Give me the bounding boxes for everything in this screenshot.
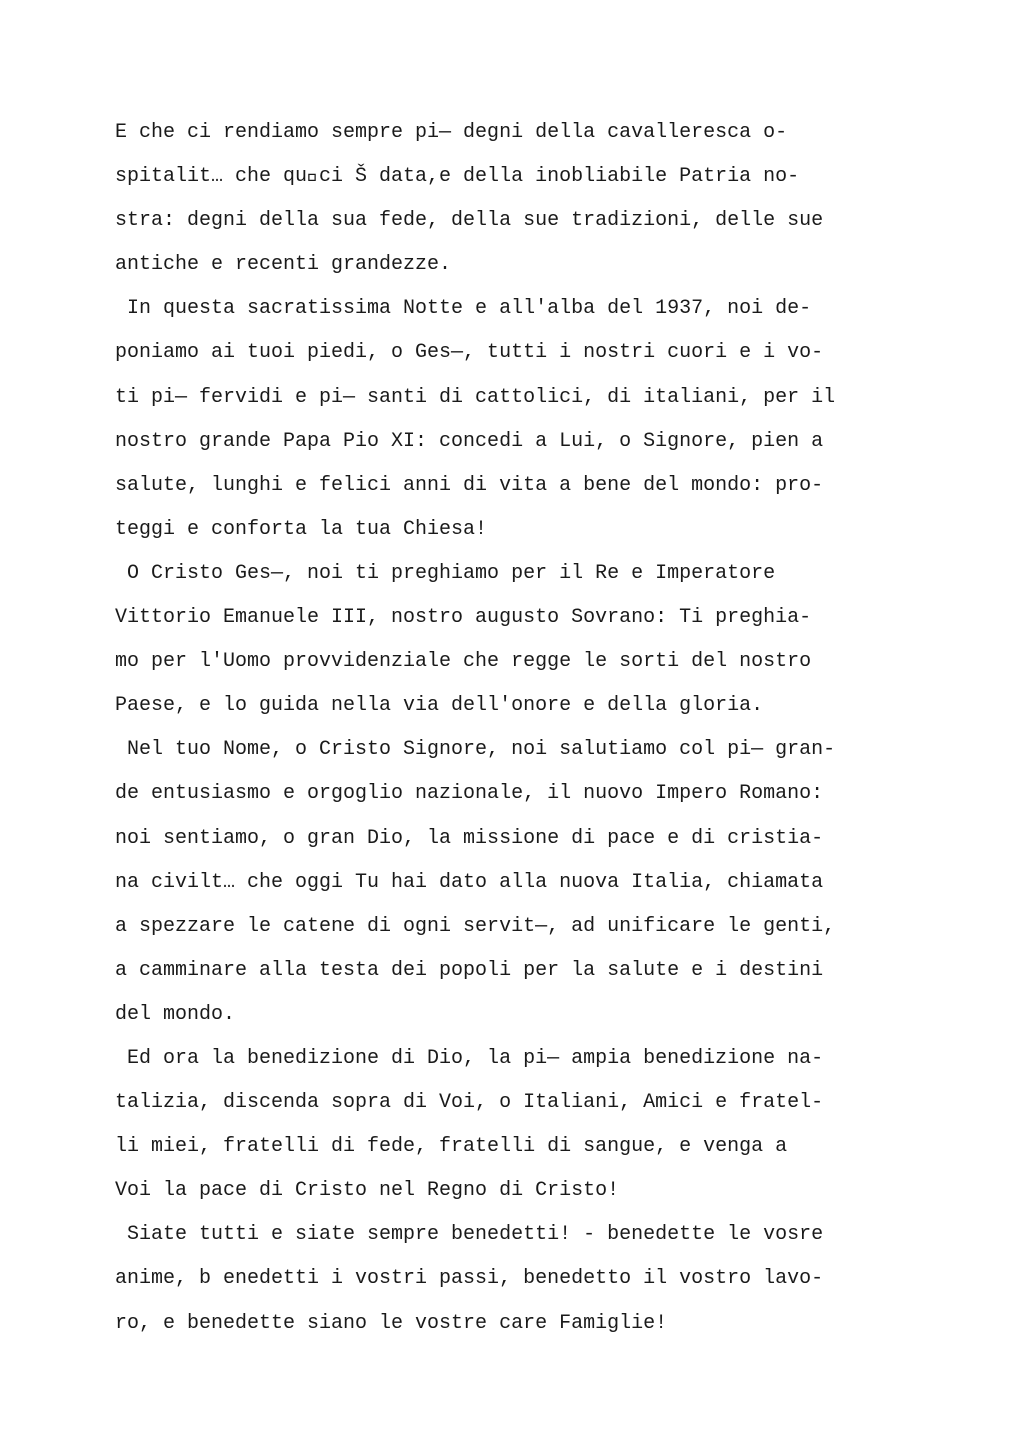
text-line: ro, e benedette siano le vostre care Famiglie!: [115, 1311, 668, 1335]
document-body: [115, 117, 915, 1352]
text-line: salute, lunghi e felici anni di vita a bene del mondo: pro-: [115, 473, 824, 497]
text-line: noi sentiamo, o gran Dio, la missione di pace e di cristia-: [115, 826, 824, 850]
text-line: a spezzare le catene di ogni servit—, ad unificare le genti,: [115, 914, 836, 938]
text-line: li miei, fratelli di fede, fratelli di sangue, e venga a: [115, 1135, 788, 1159]
text-line: stra: degni della sua fede, della sue tradizioni, delle sue: [115, 209, 824, 233]
text-line: del mondo.: [115, 1002, 236, 1026]
text-line: antiche e recenti grandezze.: [115, 253, 452, 277]
text-line: anime, b enedetti i vostri passi, benedetto il vostro lavo-: [115, 1267, 824, 1291]
text-line: a camminare alla testa dei popoli per la salute e i destini: [115, 958, 824, 982]
text-line: Paese, e lo guida nella via dell'onore e della gloria.: [115, 694, 764, 718]
text-line: ti pi— fervidi e pi— santi di cattolici, di italiani, per il: [115, 385, 836, 409]
text-line: Vittorio Emanuele III, nostro augusto Sovrano: Ti preghia-: [115, 606, 812, 630]
text-line: teggi e conforta la tua Chiesa!: [115, 517, 488, 541]
text-line: E che ci rendiamo sempre pi— degni della cavalleresca o-: [115, 121, 788, 144]
text-line: de entusiasmo e orgoglio nazionale, il nuovo Impero Romano:: [115, 782, 824, 806]
text-line: Ed ora la benedizione di Dio, la pi— ampia benedizione na-: [115, 1046, 824, 1070]
text-line: spitalit… che qu ci Š data,e della inobliabile Patria no-: [115, 165, 800, 189]
text-line: In questa sacratissima Notte e all'alba del 1937, noi de-: [115, 297, 812, 321]
text-line: Siate tutti e siate sempre benedetti! - benedette le vosre: [115, 1223, 824, 1247]
text-line: na civilt… che oggi Tu hai dato alla nuova Italia, chiamata: [115, 870, 824, 894]
text-line: O Cristo Ges—, noi ti preghiamo per il Re e Imperatore: [115, 561, 776, 585]
text-line: talizia, discenda sopra di Voi, o Italiani, Amici e fratel-: [115, 1091, 824, 1115]
text-line: poniamo ai tuoi piedi, o Ges—, tutti i nostri cuori e i vo-: [115, 341, 824, 365]
text-line: Nel tuo Nome, o Cristo Signore, noi salutiamo col pi— gran-: [115, 738, 836, 762]
text-line: mo per l'Uomo provvidenziale che regge le sorti del nostro: [115, 650, 812, 674]
text-line: nostro grande Papa Pio XI: concedi a Lui, o Signore, pien a: [115, 429, 824, 453]
text-line: Voi la pace di Cristo nel Regno di Cristo!: [115, 1179, 620, 1203]
